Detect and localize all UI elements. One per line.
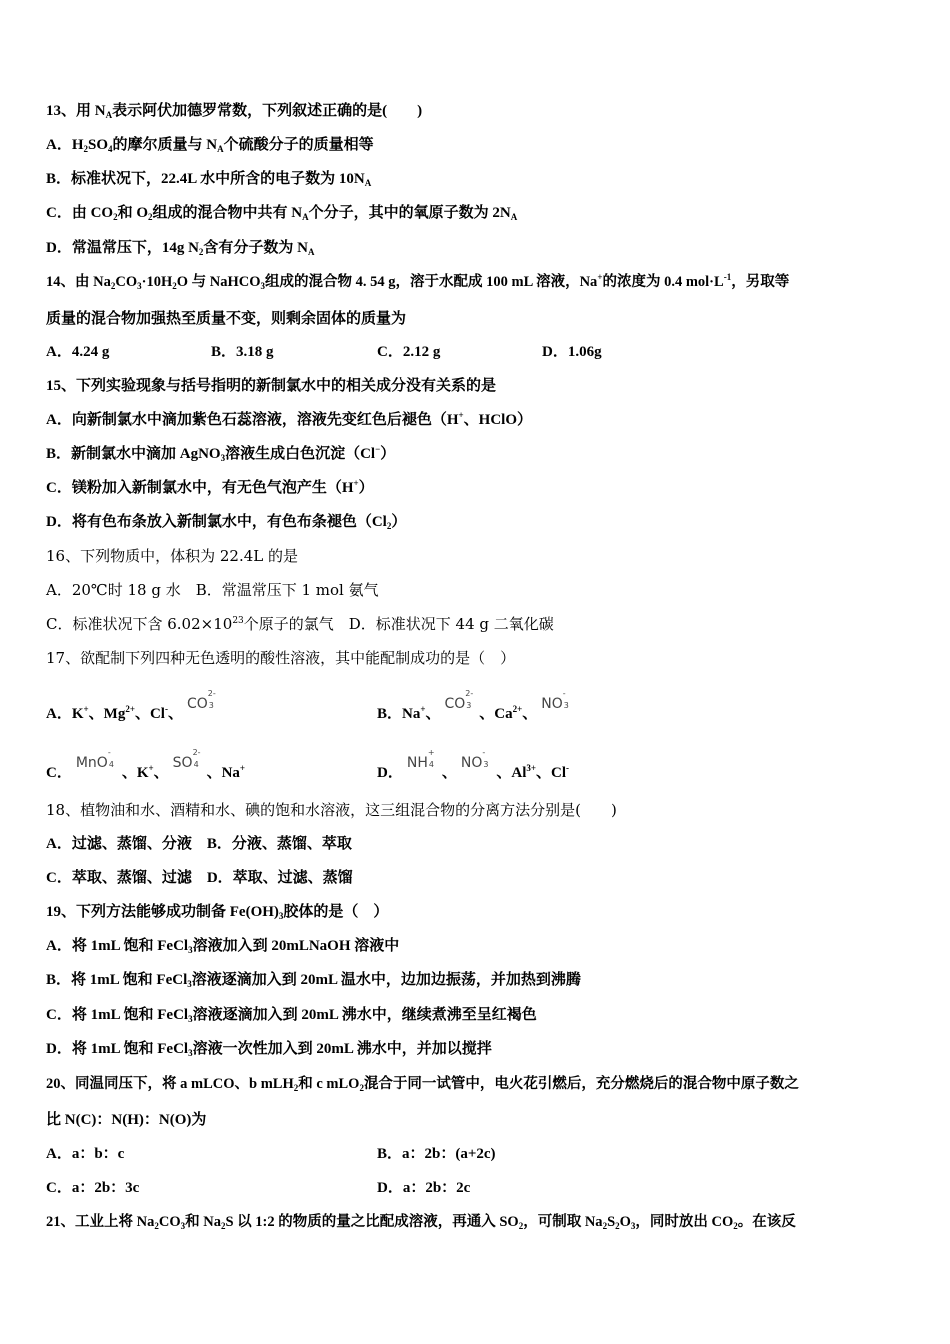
q14-option-b: B．3.18 g (211, 344, 274, 360)
q20-stem-line1: 20、同温同压下，将 a mLCO、b mLH$_2$和 c mLO$_2$混合于同一试管中，电火花引燃后，充分燃烧后的混合物中原子数之 (46, 1076, 799, 1093)
q17-option-b: B．Na+、CO 2- 3 、$Ca^{2+}$、NO - 3 (377, 693, 577, 725)
sulfate-ion: SO 2- 4 (172, 748, 201, 771)
permanganate-ion: MnO - 4 (75, 748, 114, 771)
q17-option-a: A．K+、$Mg^{2+}$、Cl-、CO 2- 3 (46, 693, 222, 725)
q14-stem-line2: 质量的混合物加强热至质量不变，则剩余固体的质量为 (46, 311, 407, 327)
q16-options-cd: C．标准状况下含 $6.02\times 10^{23}$个原子的氯气 D．标准状况下 44 g 二氧化碳 (46, 615, 554, 633)
q19-option-a: A．将 1mL 饱和 FeCl$_3$溶液加入到 20mLNaOH 溶液中 (46, 938, 400, 955)
q13-stem: 13、用 $N_A$表示阿伏加德罗常数，下列叙述正确的是( ) (46, 103, 423, 120)
q15-option-a: A．向新制氯水中滴加紫色石蕊溶液，溶液先变红色后褪色（H+、HClO） (46, 410, 532, 428)
q15-option-b: B．新制氯水中滴加 AgNO$_3$溶液生成白色沉淀（Cl−） (46, 444, 396, 463)
q20-option-a: A．a：b：c (46, 1146, 125, 1162)
ammonium-ion: NH + 4 (406, 748, 435, 771)
q16-options-ab: A．20℃时 18 g 水 B．常温常压下 1 mol 氨气 (46, 581, 379, 599)
q19-option-d: D．将 1mL 饱和 FeCl$_3$溶液一次性加入到 20mL 沸水中，并加以搅拌 (46, 1041, 492, 1058)
q20-stem-line2: 比 N(C)：N(H)：N(O)为 (46, 1112, 207, 1128)
q15-stem: 15、下列实验现象与括号指明的新制氯水中的相关成分没有关系的是 (46, 378, 497, 394)
carbonate-ion: CO 2- 3 (187, 689, 216, 712)
q17-option-d: D．NH + 4 、NO - 3 、$Al^{3+}$、Cl- (377, 748, 570, 781)
q14-option-a: A．4.24 g (46, 344, 110, 360)
q13-option-b: B．标准状况下，22.4L 水中所含的电子数为 $10N_A$ (46, 171, 372, 188)
q18-options-cd: C．萃取、蒸馏、过滤 D．萃取、过滤、蒸馏 (46, 870, 353, 886)
nitrate-ion: NO - 3 (460, 748, 489, 771)
q13-option-d: D．常温常压下，14g $N_2$含有分子数为 $N_A$ (46, 240, 315, 257)
q15-option-c: C．镁粉加入新制氯水中，有无色气泡产生（H+） (46, 478, 374, 496)
q20-option-c: C．a：2b：3c (46, 1180, 140, 1196)
q18-options-ab: A．过滤、蒸馏、分液 B．分液、蒸馏、萃取 (46, 836, 352, 852)
q20-option-d: D．a：2b：2c (377, 1180, 471, 1196)
carbonate-ion: CO 2- 3 (444, 689, 474, 712)
q14-option-c: C．2.12 g (377, 344, 441, 360)
nitrate-ion: NO - 3 (541, 689, 569, 712)
q13-option-c: C．由 $CO_2$和 $O_2$组成的混合物中共有 $N_A$个分子，其中的氧原子数为 $2N_A$ (46, 205, 518, 222)
q20-option-b: B．a：2b：(a+2c) (377, 1146, 496, 1162)
q17-stem: 17、欲配制下列四种无色透明的酸性溶液，其中能配制成功的是（ ） (46, 649, 516, 667)
q21-stem: 21、工业上将 $Na_2CO_3$和 $Na_2S$ 以 1:2 的物质的量之比配成溶液，再通入 $SO_2$，可制取 $Na_2S_2O_3$，同时放出 $CO_2$。在该反 (46, 1214, 796, 1231)
q15-option-d: D．将有色布条放入新制氯水中，有色布条褪色$(Cl_2)$ (46, 514, 407, 531)
q14-option-d: D．1.06g (542, 344, 602, 360)
q19-option-c: C．将 1mL 饱和 FeCl$_3$溶液逐滴加入到 20mL 沸水中，继续煮沸至呈红褐色 (46, 1007, 537, 1024)
q19-stem: 19、下列方法能够成功制备 $Fe(OH)_3$胶体的是（ ） (46, 904, 389, 921)
q14-stem-line1: 14、由 $Na_2CO_3\cdot 10H_2O$ 与 NaHCO$_3$组成的混合物 4. 54 g，溶于水配成 100 mL 溶液，Na+的浓度为 0.4 $mol\cdot L^{-1}$，另取等 (46, 272, 790, 291)
q17-option-c: C．MnO - 4 、K+、SO 2- 4 、Na+ (46, 748, 246, 781)
q18-stem: 18、植物油和水、酒精和水、碘的饱和水溶液，这三组混合物的分离方法分别是( ) (46, 801, 617, 819)
q16-stem: 16、下列物质中，体积为 22.4L 的是 (46, 547, 298, 565)
q19-option-b: B．将 1mL 饱和 FeCl$_3$溶液逐滴加入到 20mL 温水中，边加边振荡，并加热到沸腾 (46, 972, 581, 989)
q13-option-a: A．$H_2SO_4$的摩尔质量与 $N_A$个硫酸分子的质量相等 (46, 137, 374, 154)
